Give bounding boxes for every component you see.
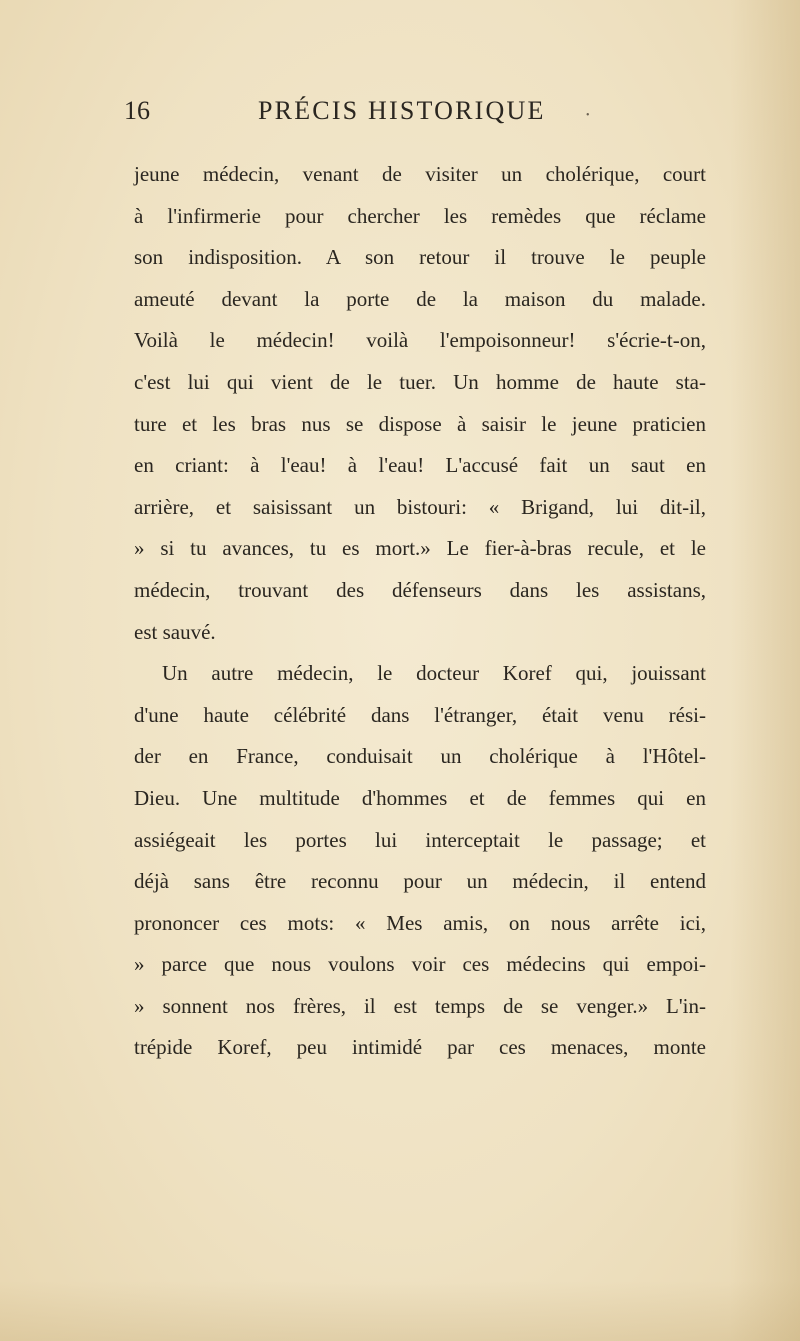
- text-line: trépide Koref, peu intimidé par ces menaces, monte: [134, 1035, 706, 1060]
- text-line: déjà sans être reconnu pour un médecin, il entend: [134, 869, 706, 894]
- text-line: est sauvé.: [134, 619, 216, 644]
- text-line: Un autre médecin, le docteur Koref qui, jouissant: [162, 661, 706, 686]
- text-line: c'est lui qui vient de le tuer. Un homme de haute sta-: [134, 369, 706, 394]
- text-line: Dieu. Une multitude d'hommes et de femmes qui en: [134, 785, 706, 810]
- text-line: arrière, et saisissant un bistouri: « Brigand, lui dit-il,: [134, 494, 706, 519]
- text-line: » sonnent nos frères, il est temps de se venger.» L'in-: [134, 993, 706, 1018]
- text-line: jeune médecin, venant de visiter un cholérique, court: [134, 162, 706, 186]
- text-line: d'une haute célébrité dans l'étranger, était venu rési-: [134, 702, 706, 727]
- page-header: [124, 96, 704, 136]
- text-line: médecin, trouvant des défenseurs dans les assistans,: [134, 577, 706, 602]
- text-line: ameuté devant la porte de la maison du malade.: [134, 286, 706, 311]
- text-line: ture et les bras nus se dispose à saisir le jeune praticien: [134, 411, 706, 436]
- text-line: der en France, conduisait un cholérique à l'Hôtel-: [134, 744, 706, 769]
- text-line: en criant: à l'eau! à l'eau! L'accusé fait un saut en: [134, 453, 706, 478]
- body-text: [134, 154, 706, 1069]
- running-title: PRÉCIS HISTORIQUE: [258, 96, 546, 125]
- page-edge-shading: [730, 0, 800, 1341]
- text-line: assiégeait les portes lui interceptait le passage; et: [134, 827, 706, 852]
- text-line: » si tu avances, tu es mort.» Le fier-à-bras recule, et le: [134, 536, 706, 561]
- page-bottom-shading: [0, 1281, 800, 1341]
- text-line: à l'infirmerie pour chercher les remèdes que réclame: [134, 203, 706, 228]
- text-line: Voilà le médecin! voilà l'empoisonneur! s'écrie-t-on,: [134, 328, 706, 353]
- text-line: prononcer ces mots: « Mes amis, on nous arrête ici,: [134, 910, 706, 935]
- text-line: » parce que nous voulons voir ces médecins qui empoi-: [134, 952, 706, 977]
- page-number: 16: [124, 96, 150, 125]
- printer-mark: •: [586, 110, 590, 121]
- text-line: son indisposition. A son retour il trouve le peuple: [134, 245, 706, 270]
